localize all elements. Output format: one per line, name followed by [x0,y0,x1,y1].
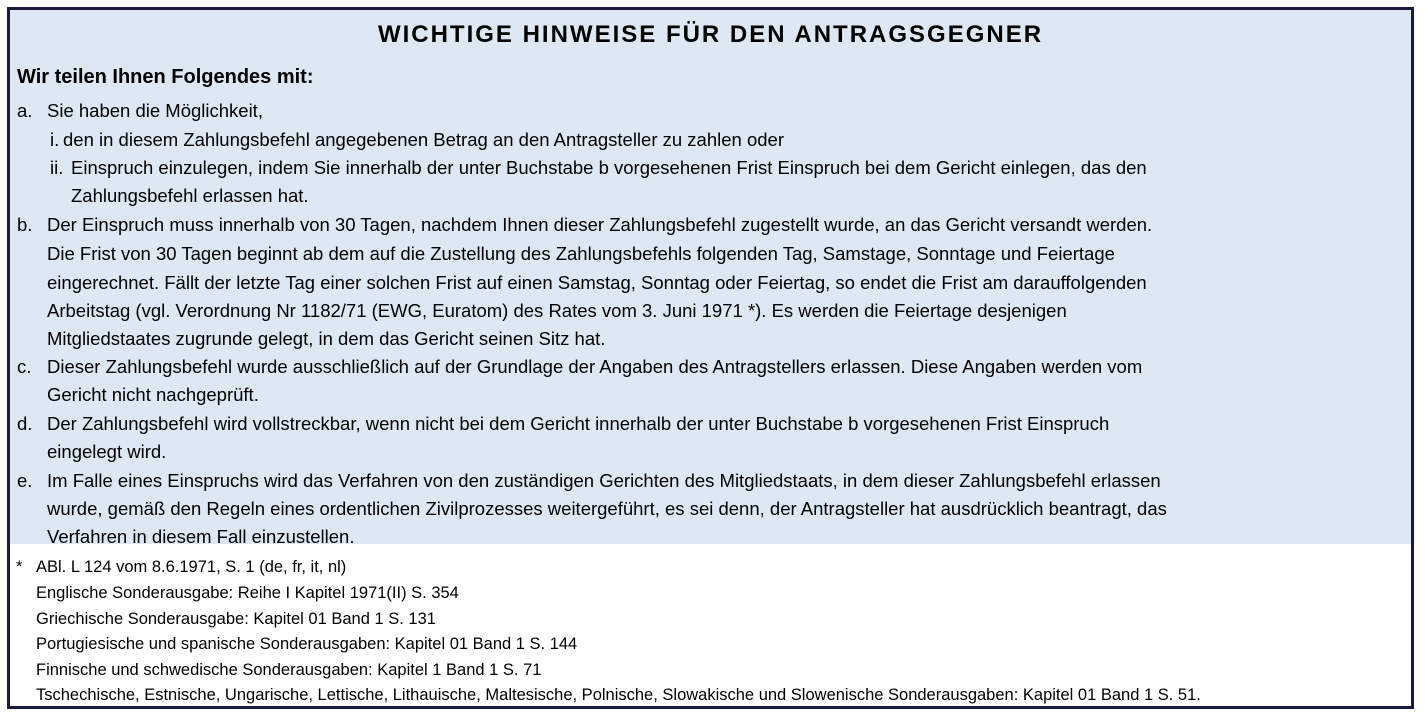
item-b-line: Der Einspruch muss innerhalb von 30 Tagen, nachdem Ihnen dieser Zahlungsbefehl zugestellt wurde, an das Gericht versandt werden. [47,214,1153,235]
footnote-marker: * [16,558,23,576]
item-a-label: a. [17,100,33,121]
item-a-text: Sie haben die Möglichkeit, [47,100,263,121]
item-b-line: Mitgliedstaates zugrunde gelegt, in dem das Gericht seinen Sitz hat. [47,328,606,349]
item-a-sub-i-label: i. [50,129,60,150]
item-d-label: d. [17,413,33,434]
item-b-line: eingerechnet. Fällt der letzte Tag einer solchen Frist auf einen Samstag, Sonntag oder Feiertag, so endet die Frist am darauffolgenden [47,272,1147,293]
item-a-sub-ii-label: ii. [50,157,64,178]
item-b-line: Arbeitstag (vgl. Verordnung Nr 1182/71 (EWG, Euratom) des Rates vom 3. Juni 1971 *). Es werden die Feiertage desjenigen [47,300,1067,321]
item-a-sub-i-text: den in diesem Zahlungsbefehl angegebenen Betrag an den Antragsteller zu zahlen oder [63,129,784,150]
notice-title: WICHTIGE HINWEISE FÜR DEN ANTRAGSGEGNER [377,21,1044,48]
item-e-line: Verfahren in diesem Fall einzustellen. [47,526,355,547]
item-d-line: eingelegt wird. [47,441,167,462]
footnote-line: Englische Sonderausgabe: Reihe I Kapitel 1971(II) S. 354 [36,584,459,602]
notice-main-panel [10,10,1411,547]
footnote-line: Finnische und schwedische Sonderausgaben: Kapitel 1 Band 1 S. 71 [36,661,542,679]
item-e-line: wurde, gemäß den Regeln eines ordentlichen Zivilprozesses weitergeführt, es sei denn, der Antragsteller hat ausdrücklich beantragt, das [47,498,1167,519]
notice-box [7,7,1414,709]
item-c-line: Gericht nicht nachgeprüft. [47,384,259,405]
footnote-line: Portugiesische und spanische Sonderausgaben: Kapitel 01 Band 1 S. 144 [36,635,578,653]
item-b-label: b. [17,214,33,235]
item-d-line: Der Zahlungsbefehl wird vollstreckbar, wenn nicht bei dem Gericht innerhalb der unter Buchstabe b vorgesehenen Frist Einspruch [47,413,1110,434]
item-a-sub-ii-line-1: Einspruch einzulegen, indem Sie innerhalb der unter Buchstabe b vorgesehenen Frist Einspruch bei dem Gericht einlegen, das den [71,157,1147,178]
intro-heading: Wir teilen Ihnen Folgendes mit: [17,66,314,88]
item-b-line: Die Frist von 30 Tagen beginnt ab dem auf die Zustellung des Zahlungsbefehls folgenden Tag, Samstage, Sonntage und Feiertage [47,243,1115,264]
item-e-line: Im Falle eines Einspruchs wird das Verfahren von den zuständigen Gerichten des Mitgliedstaats, in dem dieser Zahlungsbefehl erlassen [47,470,1161,491]
item-e-label: e. [17,470,33,491]
item-c-label: c. [17,356,32,377]
footnote-line: ABl. L 124 vom 8.6.1971, S. 1 (de, fr, it, nl) [36,558,347,576]
item-a-sub-ii-line-2: Zahlungsbefehl erlassen hat. [71,185,309,206]
item-c-line: Dieser Zahlungsbefehl wurde ausschließlich auf der Grundlage der Angaben des Antragstellers erlassen. Diese Angaben werden vom [47,356,1143,377]
footnote-line: Griechische Sonderausgabe: Kapitel 01 Band 1 S. 131 [36,610,436,628]
footnote-line: Tschechische, Estnische, Ungarische, Lettische, Lithauische, Maltesische, Polnische, Slowakische und Slowenische Sonderausgaben: Kapitel 01 Band 1 S. 51. [36,686,1201,704]
